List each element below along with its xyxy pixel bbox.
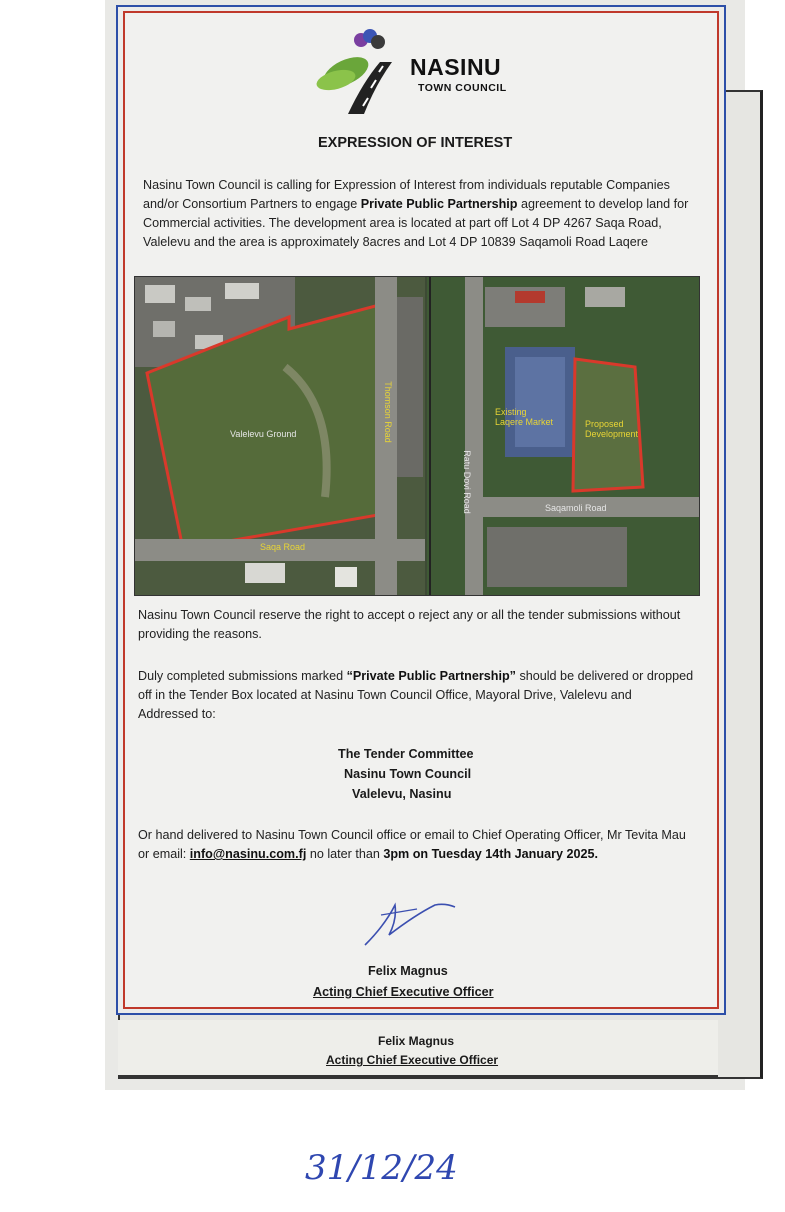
handwritten-date-text: 31/12/24 bbox=[305, 1148, 458, 1188]
underlying-signatory-title: Acting Chief Executive Officer bbox=[326, 1053, 499, 1067]
label-valelevu-ground: Valelevu Ground bbox=[230, 429, 297, 439]
handwritten-date bbox=[305, 1143, 485, 1203]
logo-subtitle: TOWN COUNCIL bbox=[418, 82, 507, 94]
contact-email[interactable]: info@nasinu.com.fj bbox=[189, 847, 307, 861]
signatory-title: Acting Chief Executive Officer bbox=[313, 985, 494, 999]
underlying-signatory-name: Felix Magnus bbox=[378, 1034, 455, 1048]
delivery-text-1: Or hand delivered to Nasinu Town Council office or email to Chief Operating Officer, Mr Tevita Mau or email: bbox=[138, 828, 686, 861]
label-saqa-road: Saqa Road bbox=[260, 542, 306, 552]
addressee-line-3: Valelevu, Nasinu bbox=[352, 787, 452, 801]
intro-paragraph bbox=[143, 176, 696, 252]
intro-text-2: agreement to develop land for Commercial activities. The development area is located at part off Lot 4 DP 4267 Saqa Road, Valelevu and the area is approximately 8acres and Lot 4 DP 10839 Saqamoli Road Laqere bbox=[143, 197, 689, 249]
underlying-page-footer bbox=[118, 1020, 718, 1078]
label-thomson-road: Thomson Road bbox=[382, 381, 393, 443]
logo-emblem-icon bbox=[308, 22, 418, 114]
notice-heading: EXPRESSION OF INTEREST bbox=[318, 135, 513, 151]
submission-deadline: 3pm on Tuesday 14th January 2025. bbox=[383, 847, 598, 861]
addressee-line-2: Nasinu Town Council bbox=[344, 767, 472, 781]
delivery-text-2: no later than bbox=[306, 847, 384, 861]
label-proposed-development: Proposed Development bbox=[585, 419, 639, 439]
submission-bold: “Private Public Partnership” bbox=[346, 669, 516, 683]
addressee-line-1: The Tender Committee bbox=[338, 747, 474, 761]
label-saqamoli-road: Saqamoli Road bbox=[545, 503, 607, 513]
delivery-paragraph bbox=[138, 826, 694, 864]
intro-bold: Private Public Partnership bbox=[360, 197, 518, 211]
label-existing-market: Existing Laqere Market bbox=[495, 407, 554, 427]
submission-paragraph bbox=[138, 667, 694, 724]
label-ratu-dovi-road: Ratu Dovi Road bbox=[461, 450, 472, 514]
submission-text-2: should be delivered or dropped off in the Tender Box located at Nasinu Town Council Office, Mayoral Drive, Valelevu and Addressed to: bbox=[138, 669, 694, 721]
nasinu-logo bbox=[308, 22, 528, 114]
logo-title: NASINU bbox=[410, 54, 502, 80]
handwritten-signature bbox=[345, 885, 475, 955]
aerial-site-photo bbox=[134, 276, 700, 596]
signatory-name: Felix Magnus bbox=[368, 964, 448, 978]
intro-text-1: Nasinu Town Council is calling for Expression of Interest from individuals reputable Companies and/or Consortium Partners to engage bbox=[143, 178, 670, 211]
submission-text-1: Duly completed submissions marked bbox=[138, 669, 347, 683]
reserve-right-paragraph: Nasinu Town Council reserve the right to accept o reject any or all the tender submissions without providing the reasons. bbox=[138, 608, 681, 641]
